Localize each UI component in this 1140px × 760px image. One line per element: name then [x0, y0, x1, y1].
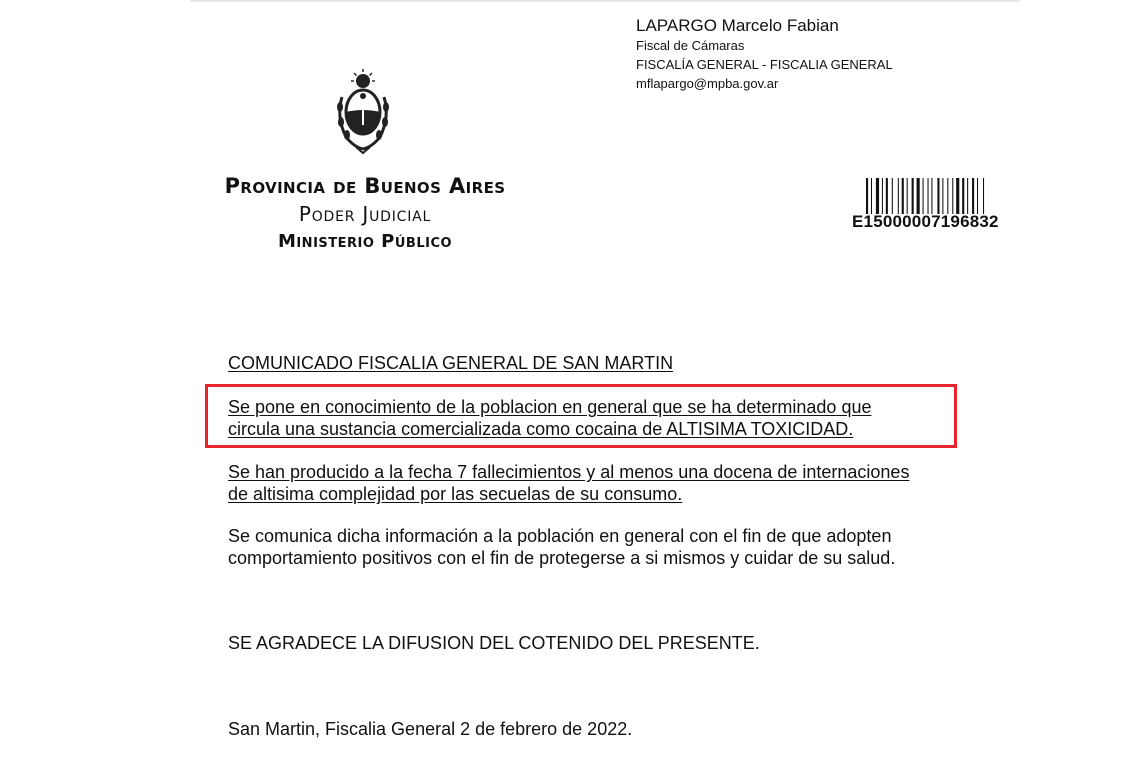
- institution-province: Provincia de Buenos Aires: [224, 174, 506, 198]
- paragraph-warning-line1: Se pone en conocimiento de la poblacion en general que se ha determinado que: [228, 397, 872, 417]
- coat-of-arms-icon: [332, 67, 394, 157]
- document-title: COMUNICADO FISCALIA GENERAL DE SAN MARTIN: [228, 353, 674, 373]
- barcode: [866, 178, 1006, 214]
- paragraph-advice-line2: comportamiento positivos con el fin de protegerse a si mismos y cuidar de su salud.: [228, 548, 896, 568]
- place-and-date: San Martin, Fiscalia General 2 de febrero de 2022.: [228, 719, 633, 739]
- signer-block: [636, 16, 893, 93]
- red-highlight-box: [205, 384, 957, 448]
- paragraph-advice: [228, 525, 968, 569]
- signer-office: FISCALÍA GENERAL - FISCALIA GENERAL: [636, 57, 893, 72]
- institution-branch: Poder Judicial: [298, 202, 432, 226]
- paragraph-casualties-line2: de altisima complejidad por las secuelas de su consumo.: [228, 484, 683, 504]
- institution-header: [200, 172, 530, 256]
- closing-statement: SE AGRADECE LA DIFUSION DEL COTENIDO DEL PRESENTE.: [228, 633, 760, 653]
- paragraph-advice-line1: Se comunica dicha información a la población en general con el fin de que adopten: [228, 526, 892, 546]
- page-top-border: [190, 0, 1020, 2]
- paragraph-casualties-line1: Se han producido a la fecha 7 fallecimientos y al menos una docena de internaciones: [228, 462, 910, 482]
- signer-name: LAPARGO Marcelo Fabian: [636, 16, 839, 35]
- barcode-number: E15000007196832: [852, 212, 999, 231]
- institution-ministry: Ministerio Público: [277, 231, 453, 252]
- paragraph-warning-line2: circula una sustancia comercializada como cocaina de ALTISIMA TOXICIDAD.: [228, 419, 854, 439]
- signer-email: mflapargo@mpba.gov.ar: [636, 76, 779, 91]
- paragraph-casualties: [228, 461, 968, 505]
- signer-role: Fiscal de Cámaras: [636, 38, 745, 53]
